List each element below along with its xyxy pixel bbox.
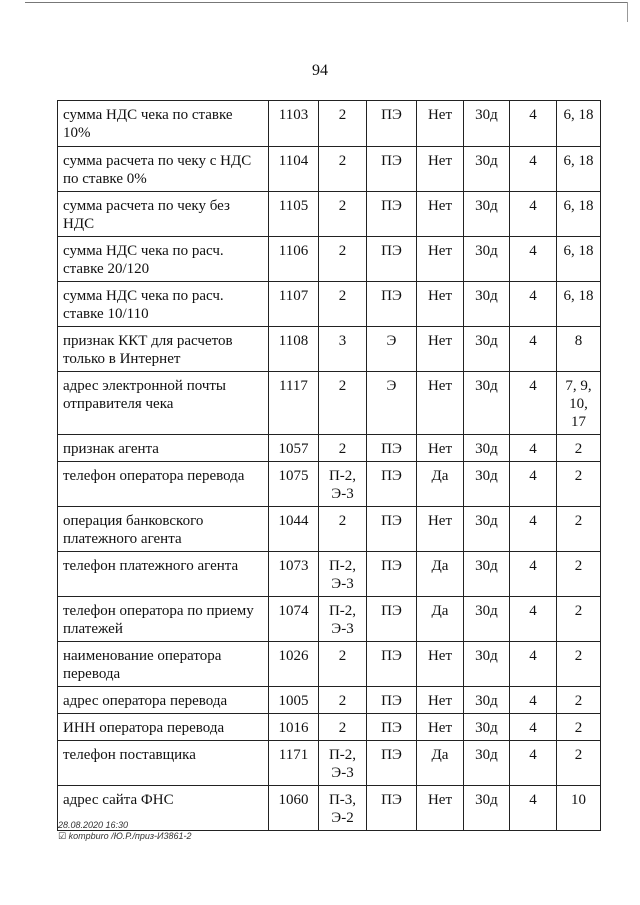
cell-format-text: 2 bbox=[338, 648, 347, 664]
table-row bbox=[58, 237, 601, 282]
cell-version-text: 4 bbox=[529, 693, 537, 709]
cell-mandatory-text: Да bbox=[431, 558, 449, 574]
cell-tag-text: 1060 bbox=[278, 792, 309, 808]
cell-version bbox=[510, 462, 557, 507]
table-row bbox=[58, 282, 601, 327]
cell-tag-text: 1105 bbox=[278, 198, 309, 214]
page-side-border bbox=[627, 2, 628, 22]
cell-mandatory bbox=[417, 597, 464, 642]
cell-days bbox=[464, 714, 510, 741]
cell-days bbox=[464, 687, 510, 714]
cell-form-text: ПЭ bbox=[381, 720, 402, 736]
cell-name-text: наименование оператора перевода bbox=[63, 648, 222, 682]
cell-form bbox=[367, 101, 417, 147]
cell-mandatory-text: Нет bbox=[427, 513, 453, 529]
cell-tag-text: 1073 bbox=[278, 558, 309, 574]
cell-form-text: ПЭ bbox=[381, 558, 402, 574]
cell-form bbox=[367, 282, 417, 327]
cell-version-text: 4 bbox=[529, 513, 537, 529]
cell-form bbox=[367, 462, 417, 507]
cell-version-text: 4 bbox=[529, 153, 537, 169]
cell-tag bbox=[269, 687, 319, 714]
cell-version-text: 4 bbox=[529, 243, 537, 259]
cell-mandatory bbox=[417, 786, 464, 831]
cell-version bbox=[510, 786, 557, 831]
cell-form-text: ПЭ bbox=[381, 243, 402, 259]
cell-name-text: телефон платежного агента bbox=[63, 558, 239, 574]
cell-form-text: ПЭ bbox=[381, 648, 402, 664]
cell-format-text: П-2, Э-3 bbox=[328, 468, 357, 502]
footer bbox=[58, 820, 192, 842]
table-row bbox=[58, 714, 601, 741]
footer-timestamp: 28.08.2020 16:30 bbox=[58, 820, 129, 830]
cell-version bbox=[510, 741, 557, 786]
cell-tag bbox=[269, 462, 319, 507]
cell-name bbox=[58, 741, 269, 786]
cell-refs bbox=[557, 552, 601, 597]
cell-name bbox=[58, 462, 269, 507]
cell-days bbox=[464, 435, 510, 462]
cell-name bbox=[58, 282, 269, 327]
cell-tag bbox=[269, 642, 319, 687]
cell-format bbox=[319, 786, 367, 831]
cell-days-text: 30д bbox=[475, 153, 498, 169]
cell-form bbox=[367, 597, 417, 642]
cell-days-text: 30д bbox=[475, 288, 498, 304]
table-row bbox=[58, 435, 601, 462]
cell-mandatory bbox=[417, 282, 464, 327]
cell-form bbox=[367, 237, 417, 282]
cell-mandatory bbox=[417, 507, 464, 552]
cell-mandatory-text: Да bbox=[431, 468, 449, 484]
cell-format-text: 2 bbox=[338, 720, 347, 736]
cell-name bbox=[58, 552, 269, 597]
cell-tag-text: 1075 bbox=[278, 468, 309, 484]
cell-form-text: ПЭ bbox=[381, 693, 402, 709]
cell-days bbox=[464, 327, 510, 372]
cell-format bbox=[319, 687, 367, 714]
cell-days bbox=[464, 192, 510, 237]
cell-format bbox=[319, 552, 367, 597]
cell-days-text: 30д bbox=[475, 648, 498, 664]
cell-name-text: признак ККТ для расчетов только в Интернет bbox=[63, 333, 233, 367]
cell-form bbox=[367, 435, 417, 462]
cell-format-text: 2 bbox=[338, 288, 347, 304]
cell-format-text: П-3, Э-2 bbox=[328, 792, 357, 826]
cell-name-text: телефон оператора перевода bbox=[63, 468, 245, 484]
cell-form bbox=[367, 327, 417, 372]
cell-tag-text: 1026 bbox=[278, 648, 309, 664]
cell-format bbox=[319, 282, 367, 327]
cell-tag bbox=[269, 237, 319, 282]
cell-days-text: 30д bbox=[475, 513, 498, 529]
cell-name bbox=[58, 372, 269, 435]
cell-format-text: 2 bbox=[338, 153, 347, 169]
cell-mandatory-text: Нет bbox=[427, 693, 453, 709]
cell-mandatory bbox=[417, 714, 464, 741]
cell-tag-text: 1005 bbox=[278, 693, 309, 709]
cell-format-text: 2 bbox=[338, 198, 347, 214]
cell-days-text: 30д bbox=[475, 558, 498, 574]
table-row bbox=[58, 462, 601, 507]
cell-format-text: П-2, Э-3 bbox=[328, 747, 357, 781]
cell-refs bbox=[557, 237, 601, 282]
cell-version-text: 4 bbox=[529, 441, 537, 457]
cell-name-text: сумма НДС чека по ставке 10% bbox=[63, 107, 233, 141]
cell-version bbox=[510, 237, 557, 282]
cell-format-text: 2 bbox=[338, 441, 347, 457]
cell-mandatory-text: Нет bbox=[427, 243, 453, 259]
cell-mandatory-text: Нет bbox=[427, 378, 453, 394]
cell-days bbox=[464, 597, 510, 642]
table-row bbox=[58, 741, 601, 786]
cell-format bbox=[319, 741, 367, 786]
cell-form bbox=[367, 147, 417, 192]
cell-format-text: П-2, Э-3 bbox=[328, 603, 357, 637]
cell-days bbox=[464, 741, 510, 786]
cell-refs bbox=[557, 435, 601, 462]
requisites-table bbox=[57, 100, 601, 831]
cell-tag bbox=[269, 101, 319, 147]
cell-form-text: ПЭ bbox=[381, 107, 402, 123]
cell-mandatory bbox=[417, 147, 464, 192]
cell-version bbox=[510, 714, 557, 741]
cell-version-text: 4 bbox=[529, 198, 537, 214]
cell-version-text: 4 bbox=[529, 378, 537, 394]
cell-refs-text: 2 bbox=[574, 603, 583, 619]
cell-version bbox=[510, 552, 557, 597]
page-number: 94 bbox=[312, 62, 328, 79]
cell-name bbox=[58, 435, 269, 462]
cell-version-text: 4 bbox=[529, 792, 537, 808]
cell-tag-text: 1171 bbox=[278, 747, 309, 763]
cell-form bbox=[367, 642, 417, 687]
cell-mandatory-text: Нет bbox=[427, 153, 453, 169]
cell-tag-text: 1106 bbox=[278, 243, 309, 259]
cell-mandatory-text: Да bbox=[431, 747, 449, 763]
cell-format-text: 2 bbox=[338, 107, 347, 123]
cell-refs bbox=[557, 714, 601, 741]
cell-mandatory-text: Нет bbox=[427, 288, 453, 304]
cell-mandatory-text: Нет bbox=[427, 333, 453, 349]
cell-refs-text: 2 bbox=[574, 720, 583, 736]
cell-form-text: Э bbox=[386, 333, 397, 349]
cell-version bbox=[510, 642, 557, 687]
cell-tag-text: 1117 bbox=[279, 378, 308, 394]
cell-refs bbox=[557, 327, 601, 372]
cell-refs-text: 2 bbox=[574, 441, 583, 457]
cell-form bbox=[367, 741, 417, 786]
cell-form bbox=[367, 372, 417, 435]
cell-format bbox=[319, 192, 367, 237]
cell-days bbox=[464, 372, 510, 435]
cell-refs-text: 2 bbox=[574, 558, 583, 574]
cell-version-text: 4 bbox=[529, 468, 537, 484]
cell-tag-text: 1074 bbox=[278, 603, 309, 619]
cell-refs-text: 6, 18 bbox=[563, 243, 594, 259]
cell-days bbox=[464, 101, 510, 147]
cell-mandatory bbox=[417, 372, 464, 435]
cell-version-text: 4 bbox=[529, 107, 537, 123]
cell-days-text: 30д bbox=[475, 243, 498, 259]
cell-name bbox=[58, 597, 269, 642]
cell-version-text: 4 bbox=[529, 288, 537, 304]
cell-form bbox=[367, 687, 417, 714]
table-body bbox=[58, 101, 601, 831]
cell-tag bbox=[269, 147, 319, 192]
cell-mandatory-text: Да bbox=[431, 603, 449, 619]
cell-tag bbox=[269, 507, 319, 552]
cell-mandatory-text: Нет bbox=[427, 792, 453, 808]
cell-tag-text: 1107 bbox=[278, 288, 309, 304]
cell-days bbox=[464, 147, 510, 192]
cell-refs bbox=[557, 372, 601, 435]
cell-version bbox=[510, 147, 557, 192]
cell-name-text: сумма расчета по чеку без НДС bbox=[63, 198, 230, 232]
cell-format bbox=[319, 101, 367, 147]
cell-form-text: ПЭ bbox=[381, 153, 402, 169]
cell-tag-text: 1103 bbox=[278, 107, 309, 123]
cell-name-text: телефон поставщика bbox=[63, 747, 196, 763]
cell-mandatory bbox=[417, 101, 464, 147]
cell-tag bbox=[269, 282, 319, 327]
cell-name-text: операция банковского платежного агента bbox=[63, 513, 204, 547]
table-row bbox=[58, 642, 601, 687]
cell-version-text: 4 bbox=[529, 333, 537, 349]
cell-refs-text: 7, 9, 10, 17 bbox=[565, 378, 592, 430]
cell-refs bbox=[557, 462, 601, 507]
cell-name bbox=[58, 327, 269, 372]
cell-name-text: признак агента bbox=[63, 441, 159, 457]
cell-days bbox=[464, 462, 510, 507]
table-row bbox=[58, 147, 601, 192]
table-row bbox=[58, 327, 601, 372]
cell-mandatory bbox=[417, 687, 464, 714]
cell-days-text: 30д bbox=[475, 603, 498, 619]
cell-tag bbox=[269, 372, 319, 435]
cell-form bbox=[367, 507, 417, 552]
table-row bbox=[58, 507, 601, 552]
cell-mandatory bbox=[417, 435, 464, 462]
cell-version-text: 4 bbox=[529, 747, 537, 763]
cell-name bbox=[58, 147, 269, 192]
cell-days-text: 30д bbox=[475, 198, 498, 214]
cell-days-text: 30д bbox=[475, 107, 498, 123]
cell-version bbox=[510, 101, 557, 147]
cell-days-text: 30д bbox=[475, 792, 498, 808]
cell-tag bbox=[269, 741, 319, 786]
cell-mandatory bbox=[417, 462, 464, 507]
cell-form-text: ПЭ bbox=[381, 468, 402, 484]
cell-format bbox=[319, 372, 367, 435]
cell-format bbox=[319, 714, 367, 741]
cell-refs bbox=[557, 507, 601, 552]
cell-refs bbox=[557, 192, 601, 237]
cell-mandatory-text: Нет bbox=[427, 107, 453, 123]
cell-tag bbox=[269, 435, 319, 462]
cell-name-text: адрес электронной почты отправителя чека bbox=[63, 378, 227, 412]
cell-name bbox=[58, 642, 269, 687]
cell-name-text: сумма расчета по чеку с НДС по ставке 0% bbox=[63, 153, 252, 187]
cell-refs bbox=[557, 282, 601, 327]
cell-format bbox=[319, 507, 367, 552]
cell-version-text: 4 bbox=[529, 648, 537, 664]
cell-days-text: 30д bbox=[475, 441, 498, 457]
cell-mandatory bbox=[417, 237, 464, 282]
cell-days-text: 30д bbox=[475, 468, 498, 484]
cell-days bbox=[464, 552, 510, 597]
cell-mandatory bbox=[417, 642, 464, 687]
cell-refs-text: 6, 18 bbox=[563, 288, 594, 304]
cell-format bbox=[319, 147, 367, 192]
cell-refs bbox=[557, 786, 601, 831]
cell-tag-text: 1016 bbox=[278, 720, 309, 736]
cell-refs-text: 2 bbox=[574, 513, 583, 529]
cell-version bbox=[510, 282, 557, 327]
cell-tag-text: 1104 bbox=[278, 153, 309, 169]
cell-version bbox=[510, 192, 557, 237]
cell-name-text: сумма НДС чека по расч. ставке 20/120 bbox=[63, 243, 224, 277]
cell-tag bbox=[269, 597, 319, 642]
table-row bbox=[58, 687, 601, 714]
cell-tag-text: 1057 bbox=[278, 441, 309, 457]
cell-mandatory-text: Нет bbox=[427, 720, 453, 736]
cell-format bbox=[319, 462, 367, 507]
cell-refs-text: 6, 18 bbox=[563, 153, 594, 169]
cell-refs-text: 6, 18 bbox=[563, 107, 594, 123]
cell-tag-text: 1108 bbox=[278, 333, 309, 349]
cell-form-text: ПЭ bbox=[381, 288, 402, 304]
cell-version bbox=[510, 435, 557, 462]
cell-form-text: ПЭ bbox=[381, 513, 402, 529]
cell-mandatory bbox=[417, 741, 464, 786]
cell-version bbox=[510, 597, 557, 642]
cell-format-text: 2 bbox=[338, 513, 347, 529]
cell-version-text: 4 bbox=[529, 603, 537, 619]
cell-tag bbox=[269, 552, 319, 597]
cell-form-text: ПЭ bbox=[381, 747, 402, 763]
cell-mandatory-text: Нет bbox=[427, 198, 453, 214]
cell-form bbox=[367, 714, 417, 741]
cell-refs bbox=[557, 147, 601, 192]
cell-format-text: 2 bbox=[338, 693, 347, 709]
cell-days bbox=[464, 786, 510, 831]
cell-name-text: адрес сайта ФНС bbox=[63, 792, 174, 808]
cell-days-text: 30д bbox=[475, 747, 498, 763]
cell-format bbox=[319, 327, 367, 372]
cell-tag-text: 1044 bbox=[278, 513, 309, 529]
cell-name bbox=[58, 687, 269, 714]
cell-refs bbox=[557, 741, 601, 786]
cell-name bbox=[58, 507, 269, 552]
cell-tag bbox=[269, 192, 319, 237]
cell-form-text: ПЭ bbox=[381, 441, 402, 457]
cell-refs bbox=[557, 101, 601, 147]
footer-source: ☑ kompburo /Ю.Р./приз-И3861-2 bbox=[58, 831, 192, 841]
cell-version-text: 4 bbox=[529, 720, 537, 736]
cell-format-text: 2 bbox=[338, 243, 347, 259]
table-row bbox=[58, 597, 601, 642]
cell-form bbox=[367, 192, 417, 237]
cell-name-text: адрес оператора перевода bbox=[63, 693, 228, 709]
cell-days-text: 30д bbox=[475, 333, 498, 349]
cell-mandatory bbox=[417, 552, 464, 597]
cell-name bbox=[58, 714, 269, 741]
cell-refs bbox=[557, 642, 601, 687]
cell-version bbox=[510, 687, 557, 714]
cell-days bbox=[464, 282, 510, 327]
cell-format bbox=[319, 237, 367, 282]
cell-form-text: ПЭ bbox=[381, 792, 402, 808]
cell-days bbox=[464, 642, 510, 687]
cell-refs bbox=[557, 597, 601, 642]
cell-name-text: телефон оператора по приему платежей bbox=[63, 603, 254, 637]
cell-version bbox=[510, 327, 557, 372]
cell-tag bbox=[269, 327, 319, 372]
cell-format-text: П-2, Э-3 bbox=[328, 558, 357, 592]
cell-refs bbox=[557, 687, 601, 714]
cell-version bbox=[510, 507, 557, 552]
cell-format-text: 2 bbox=[338, 378, 347, 394]
cell-name-text: сумма НДС чека по расч. ставке 10/110 bbox=[63, 288, 224, 322]
cell-refs-text: 6, 18 bbox=[563, 198, 594, 214]
cell-days-text: 30д bbox=[475, 378, 498, 394]
cell-days-text: 30д bbox=[475, 720, 498, 736]
cell-name bbox=[58, 237, 269, 282]
cell-mandatory bbox=[417, 327, 464, 372]
cell-format bbox=[319, 435, 367, 462]
cell-days bbox=[464, 237, 510, 282]
table-row bbox=[58, 101, 601, 147]
cell-format-text: 3 bbox=[338, 333, 347, 349]
cell-name bbox=[58, 101, 269, 147]
cell-form-text: ПЭ bbox=[381, 603, 402, 619]
cell-form bbox=[367, 786, 417, 831]
cell-refs-text: 2 bbox=[574, 648, 583, 664]
cell-mandatory-text: Нет bbox=[427, 441, 453, 457]
cell-days bbox=[464, 507, 510, 552]
cell-form-text: Э bbox=[386, 378, 397, 394]
cell-name bbox=[58, 192, 269, 237]
cell-form bbox=[367, 552, 417, 597]
cell-refs-text: 8 bbox=[574, 333, 583, 349]
table-row bbox=[58, 372, 601, 435]
cell-mandatory-text: Нет bbox=[427, 648, 453, 664]
cell-refs-text: 10 bbox=[571, 792, 586, 808]
cell-format bbox=[319, 642, 367, 687]
cell-refs-text: 2 bbox=[574, 693, 583, 709]
table-row bbox=[58, 552, 601, 597]
cell-tag bbox=[269, 714, 319, 741]
cell-format bbox=[319, 597, 367, 642]
cell-form-text: ПЭ bbox=[381, 198, 402, 214]
cell-version-text: 4 bbox=[529, 558, 537, 574]
cell-days-text: 30д bbox=[475, 693, 498, 709]
cell-name-text: ИНН оператора перевода bbox=[63, 720, 225, 736]
cell-mandatory bbox=[417, 192, 464, 237]
page-top-border bbox=[25, 2, 628, 3]
table-row bbox=[58, 192, 601, 237]
cell-version bbox=[510, 372, 557, 435]
cell-refs-text: 2 bbox=[574, 747, 583, 763]
cell-tag bbox=[269, 786, 319, 831]
cell-refs-text: 2 bbox=[574, 468, 583, 484]
